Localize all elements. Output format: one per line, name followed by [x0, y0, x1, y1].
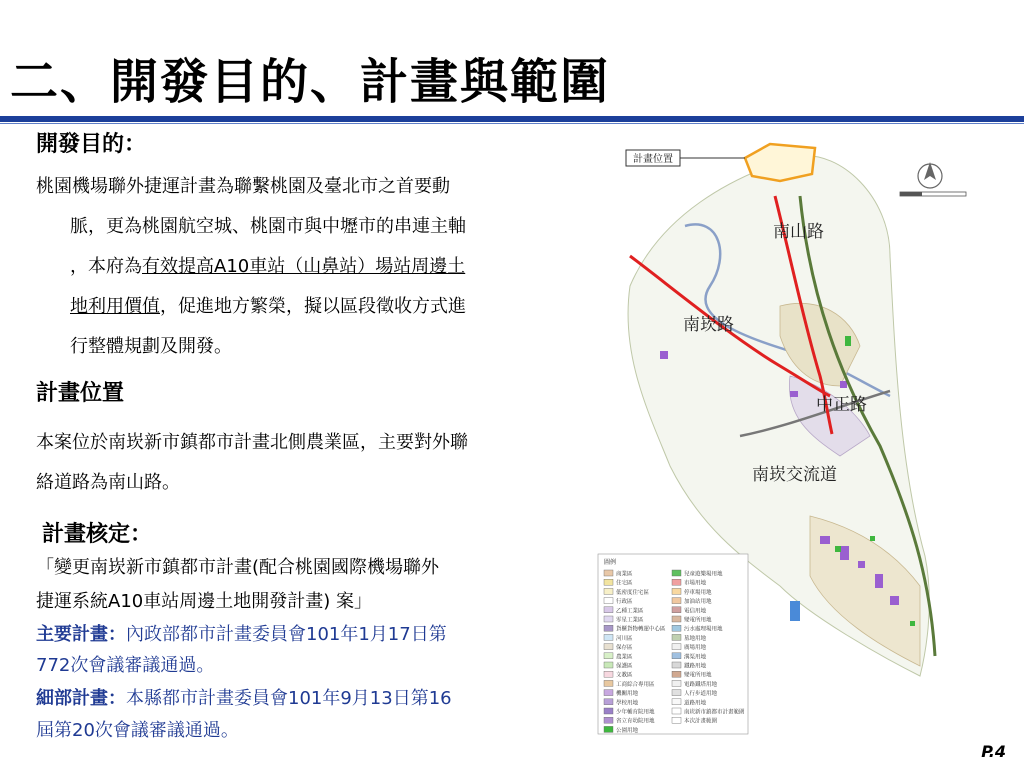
- legend-label-left-0: 商業區: [616, 571, 633, 578]
- legend-swatch-right-12: [672, 680, 681, 686]
- title-underline: [0, 116, 1024, 122]
- legend-label-left-7: 河川區: [616, 635, 633, 642]
- detail-plan-label: 細部計畫：: [36, 688, 126, 709]
- purpose-heading: 開發目的：: [36, 132, 147, 157]
- page-number: P.4: [981, 742, 1006, 761]
- legend-swatch-left-0: [604, 570, 613, 576]
- legend-label-left-10: 保護區: [616, 663, 633, 670]
- road-label-nankan-interchange: 南崁交流道: [752, 465, 837, 485]
- legend-label-right-8: 廣場用地: [684, 645, 707, 652]
- legend-label-right-12: 電路鐵塔用地: [684, 681, 718, 688]
- plan-location-map: [590, 136, 1020, 736]
- legend-label-left-6: 貨櫃貨物轉運中心區: [616, 626, 666, 633]
- legend-label-right-7: 墓地用地: [684, 635, 707, 642]
- location-line-1: 本案位於南崁新市鎮都市計畫北側農業區，主要對外聯: [36, 432, 468, 453]
- legend-label-left-4: 乙種工業區: [616, 608, 644, 615]
- legend-label-left-1: 住宅區: [616, 580, 633, 587]
- purpose-line-5: 行整體規劃及開發。: [70, 336, 232, 357]
- legend-label-right-14: 道路用地: [684, 700, 707, 707]
- main-plan-label: 主要計畫：: [36, 624, 126, 645]
- legend-swatch-left-11: [604, 671, 613, 677]
- legend-swatch-right-3: [672, 598, 681, 604]
- page-title: 二、開發目的、計畫與範圍: [10, 54, 611, 110]
- purpose-underlined-text: 有效提高A10車站（山鼻站）場站周邊土: [142, 256, 466, 277]
- approval-heading: 計畫核定：: [42, 522, 153, 547]
- legend-label-right-13: 人行步道用地: [684, 691, 718, 698]
- legend-label-right-10: 鐵路用地: [684, 663, 707, 670]
- location-line-2: 絡道路為南山路。: [36, 472, 180, 493]
- legend-label-left-8: 保存區: [616, 645, 633, 652]
- legend-swatch-right-8: [672, 644, 681, 650]
- legend-label-right-6: 污水處理場用地: [684, 626, 723, 633]
- scale-bar-icon: [900, 192, 966, 196]
- location-heading: 計畫位置: [36, 381, 125, 406]
- title-underline-thin: [0, 123, 1024, 124]
- legend-label-left-16: 省立育幼院用地: [616, 718, 655, 725]
- legend-label-right-11: 變電所用地: [684, 672, 712, 679]
- legend-swatch-right-0: [672, 570, 681, 576]
- legend-label-left-2: 低密度住宅區: [616, 589, 650, 596]
- legend-label-left-13: 機關用地: [616, 691, 639, 698]
- legend-label-left-12: 工商綜合專用區: [616, 681, 655, 688]
- purpose-underlined-text-2: 地利用價值: [70, 296, 160, 317]
- legend-swatch-right-4: [672, 607, 681, 613]
- legend-label-left-14: 學校用地: [616, 700, 639, 707]
- legend-label-left-9: 農業區: [616, 654, 633, 661]
- approval-line-1: 「變更南崁新市鎮都市計畫(配合桃園國際機場聯外: [36, 557, 440, 578]
- detail-plan-line-2: 屆第20次會議審議通過。: [36, 720, 239, 741]
- purpose-line-4: 地利用價值，促進地方繁榮，擬以區段徵收方式進: [70, 296, 466, 317]
- legend-swatch-right-13: [672, 690, 681, 696]
- legend-swatch-left-10: [604, 662, 613, 668]
- legend-swatch-right-5: [672, 616, 681, 622]
- purpose-line-2: 脈，更為桃園航空城、桃園市與中壢市的串連主軸: [70, 216, 466, 237]
- legend-swatch-left-13: [604, 690, 613, 696]
- legend-label-left-17: 公園用地: [616, 727, 639, 734]
- legend-swatch-left-5: [604, 616, 613, 622]
- legend-title: 圖例: [604, 559, 617, 566]
- legend-label-right-9: 溝渠用地: [684, 654, 707, 661]
- location-box-label: 計畫位置: [633, 154, 673, 165]
- road-label-nankan: 南崁路: [683, 315, 734, 335]
- legend-swatch-left-3: [604, 598, 613, 604]
- legend-swatch-right-16: [672, 717, 681, 723]
- legend-label-right-16: 本次計畫範圍: [684, 718, 718, 725]
- legend-label-left-5: 零星工業區: [616, 617, 644, 624]
- legend-swatch-left-4: [604, 607, 613, 613]
- purpose-line-1: 桃園機場聯外捷運計畫為聯繫桃園及臺北市之首要動: [36, 176, 450, 197]
- legend-swatch-right-2: [672, 588, 681, 594]
- legend-label-left-15: 少年輔育院用地: [616, 709, 655, 716]
- legend-swatch-left-12: [604, 680, 613, 686]
- main-plan-line-2: 772次會議審議通過。: [36, 655, 215, 676]
- main-plan-line: 主要計畫：內政部都市計畫委員會101年1月17日第: [36, 624, 447, 645]
- legend-swatch-right-14: [672, 699, 681, 705]
- legend-swatch-left-15: [604, 708, 613, 714]
- map-legend: [598, 554, 748, 734]
- legend-swatch-left-17: [604, 726, 613, 732]
- legend-label-right-4: 電信用地: [684, 608, 707, 615]
- legend-label-right-15: 南崁新市鎮都市計畫範圍: [684, 709, 745, 716]
- road-label-nanshan: 南山路: [773, 222, 824, 242]
- legend-swatch-right-10: [672, 662, 681, 668]
- legend-label-right-1: 市場用地: [684, 580, 707, 587]
- legend-swatch-left-6: [604, 625, 613, 631]
- legend-swatch-left-7: [604, 634, 613, 640]
- legend-swatch-right-15: [672, 708, 681, 714]
- legend-swatch-left-16: [604, 717, 613, 723]
- legend-label-right-0: 兒童遊樂場用地: [684, 571, 723, 578]
- legend-swatch-right-9: [672, 653, 681, 659]
- legend-swatch-right-11: [672, 671, 681, 677]
- legend-swatch-left-8: [604, 644, 613, 650]
- purpose-line-3: ，本府為有效提高A10車站（山鼻站）場站周邊土: [70, 256, 466, 277]
- legend-label-right-3: 加油站用地: [684, 599, 712, 606]
- legend-label-left-11: 文教區: [616, 672, 633, 679]
- legend-label-right-2: 停車場用地: [684, 589, 712, 596]
- legend-swatch-right-7: [672, 634, 681, 640]
- legend-swatch-left-1: [604, 579, 613, 585]
- north-arrow-icon: [918, 162, 942, 188]
- legend-swatch-right-1: [672, 579, 681, 585]
- legend-label-right-5: 變電所用地: [684, 617, 712, 624]
- legend-swatch-left-14: [604, 699, 613, 705]
- legend-swatch-right-6: [672, 625, 681, 631]
- legend-swatch-left-2: [604, 588, 613, 594]
- legend-swatch-left-9: [604, 653, 613, 659]
- legend-label-left-3: 行政區: [616, 599, 633, 606]
- road-label-zhongzheng: 中正路: [816, 395, 867, 415]
- detail-plan-line: 細部計畫：本縣都市計畫委員會101年9月13日第16: [36, 688, 452, 709]
- approval-line-2: 捷運系統A10車站周邊土地開發計畫) 案」: [36, 591, 372, 612]
